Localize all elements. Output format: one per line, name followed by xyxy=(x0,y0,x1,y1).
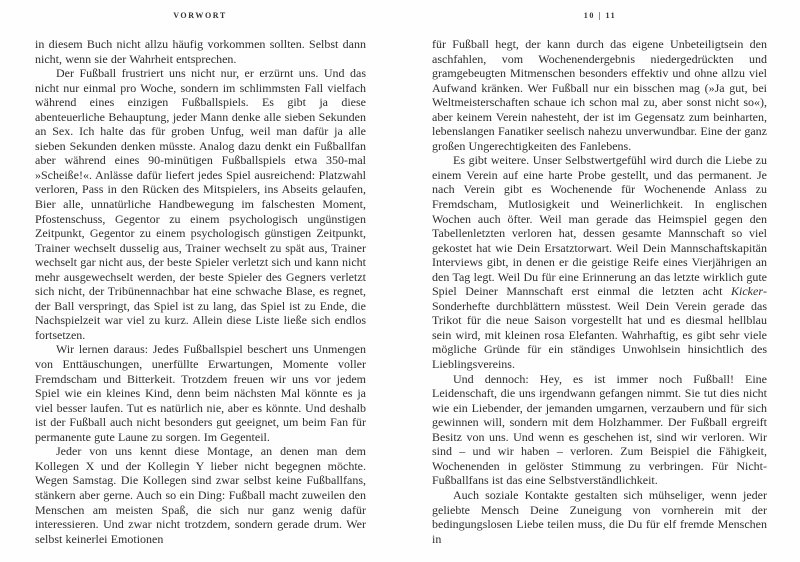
page-left-body-text xyxy=(35,37,366,546)
body-paragraph: Der Fußball frustriert uns nicht nur, er erzürnt uns. Und das nicht nur einmal pro Woche, sondern im schlimmsten Fall vielfach während eines einzigen Fußballspiels. Es gibt ja diese abenteuerliche Behauptung, jeder Mann denke alle sieben Sekunden an Sex. Ich halte das für groben Unfug, weil man dafür ja alle sieben Sekunden denken müsste. Analog dazu denkt ein Fußballfan aber während eines 90-minütigen Fußballspiels etwa 350-mal »Scheiße!«. Anlässe dafür liefert jedes Spiel ausreichend: Platzwahl verloren, Pass in den Rücken des Mitspielers, ins Abseits gelaufen, Bier alle, unnatürliche Handbewegung im falschesten Moment, Pfostenschuss, Gegentor zu einem psychologisch ungünstigen Zeitpunkt, Gegentor zu einem psychologisch günstigen Zeitpunkt, Trainer wechselt dusselig aus, Trainer wechselt zu spät aus, Trainer wechselt gar nicht aus, der beste Spieler verletzt sich und kann nicht mehr ausgewechselt werden, der beste Spieler des Gegners verletzt sich nicht, der Tribünennachbar hat eine schwache Blase, es regnet, der Ball verspringt, das Spiel ist zu lang, das Spiel ist zu Ende, die Nachspielzeit war viel zu kurz. Allein diese Liste ließe sich endlos fortsetzen. xyxy=(35,66,366,342)
body-paragraph: Wir lernen daraus: Jedes Fußballspiel beschert uns Unmengen von Enttäuschungen, unerfüllte Erwartungen, Momente voller Fremdscham und Bitterkeit. Trotzdem freuen wir uns vor jedem Spiel wie ein kleines Kind, denn beim nächsten Mal könnte es ja viel besser laufen. Tut es natürlich nie, aber es könnte. Und deshalb ist der Fußball auch nicht besonders gut geeignet, um beim Fan für permanente gute Laune zu sorgen. Im Gegenteil. xyxy=(35,342,366,444)
body-paragraph: Jeder von uns kennt diese Montage, an denen man dem Kollegen X und der Kollegin Y lieber nicht begegnen möchte. Wegen Samstag. Die Kollegen sind zwar selbst keine Fußballfans, stänkern aber gerne. Auch so ein Ding: Fußball macht zuweilen den Menschen am meisten Spaß, die sich nur ganz wenig dafür interessieren. Und zwar nicht trotzdem, sondern gerade drum. Wer selbst keinerlei Emotionen xyxy=(35,444,366,546)
body-paragraph: in diesem Buch nicht allzu häufig vorkommen sollten. Selbst dann nicht, wenn sie der Wahrheit entsprechen. xyxy=(35,37,366,66)
body-paragraph: Und dennoch: Hey, es ist immer noch Fußball! Eine Leidenschaft, die uns irgendwann gefangen nimmt. Sie tut dies nicht wie ein Liebender, der jemanden umgarnen, verzaubern und für sich gewinnen will, sondern mit dem Holzhammer. Der Fußball ergreift Besitz von uns. Und wenn es geschehen ist, sind wir verloren. Wir sind – und wir haben – verloren. Zum Beispiel die Fähigkeit, Wochenenden in gelöster Stimmung zu verbringen. Für Nicht-Fußballfans ist das eine Selbstverständlichkeit. xyxy=(432,371,767,488)
page-right xyxy=(400,0,800,562)
body-paragraph: Es gibt weitere. Unser Selbstwertgefühl wird durch die Liebe zu einem Verein auf eine harte Probe gestellt, und das permanent. Je nach Verein gibt es Wochenende für Wochenende Anlass zu Fremdscham, Mutlosigkeit und Weinerlichkeit. In englischen Wochen auch öfter. Weil man gerade das Heimspiel gegen den Tabellenletzten verloren hat, dessen gesamte Mannschaft so viel gekostet hat wie Dein Ersatztorwart. Weil Dein Mannschaftskapitän Interviews gibt, in denen er die geistige Reife eines Vierjährigen an den Tag legt. Weil Du für eine Erinnerung an das letzte wirklich gute Spiel Deiner Mannschaft erst einmal die letzten acht Kicker-Sonderhefte durchblättern müsstest. Weil Dein Verein gerade das Trikot für die neue Saison vorgestellt hat und es diesmal hellblau sein wird, mit kleinen rosa Elefanten. Wahrhaftig, es gibt sehr viele mögliche Gründe für ein ständiges Unwohlsein hinsichtlich des Lieblingsvereins. xyxy=(432,153,767,372)
body-paragraph: für Fußball hegt, der kann durch das eigene Unbeteiligtsein den aschfahlen, vom Wochenendergebnis niedergedrückten und gramgebeugten Mitmenschen besonders effektiv und ohne allzu viel Aufwand kränken. Wer Fußball nur ein bisschen mag (»Ja gut, bei Weltmeisterschaften schaue ich schon mal zu, aber sonst nicht so«), aber keinem Verein nahesteht, der ist im Gegensatz zum beinharten, lebenslangen Fanatiker seelisch nahezu unverwundbar. Eine der ganz großen Ungerechtigkeiten des Fanlebens. xyxy=(432,37,767,153)
running-head-right-page-numbers: 10 | 11 xyxy=(583,11,617,20)
running-head-left: VORWORT xyxy=(173,11,227,20)
body-paragraph: Auch soziale Kontakte gestalten sich mühseliger, wenn jeder geliebte Mensch Deine Zuneigung von vornherein mit der bedingungslosen Liebe teilen muss, die Du für elf fremde Menschen in xyxy=(432,487,767,546)
page-right-body-text xyxy=(432,37,767,546)
